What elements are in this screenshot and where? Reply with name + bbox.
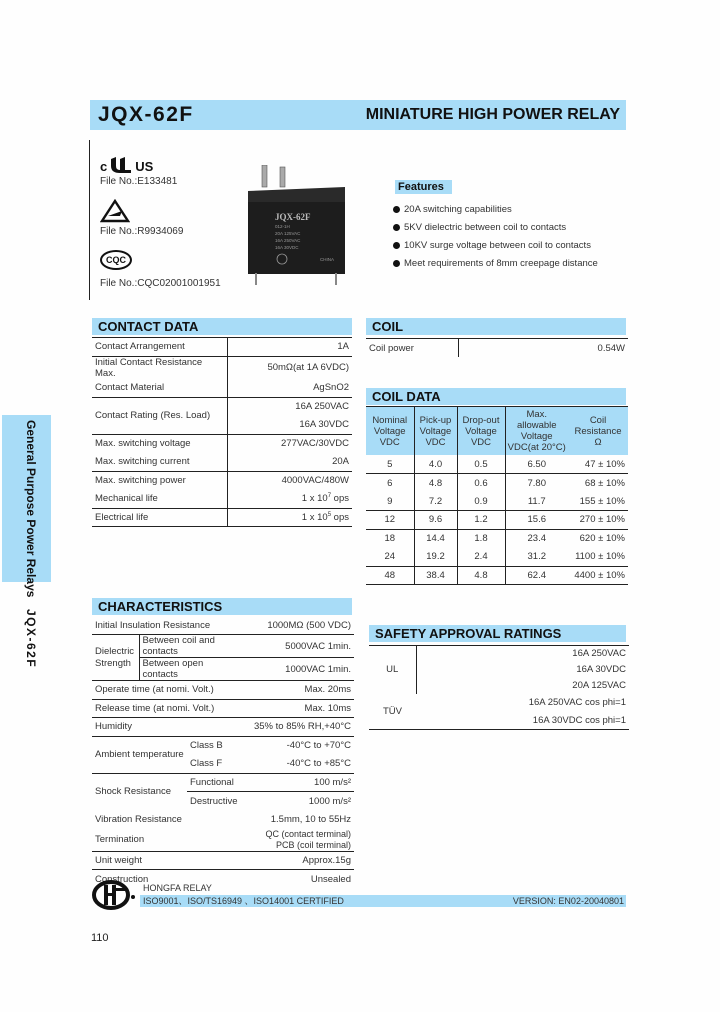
char-label: Unit weight: [95, 854, 142, 866]
contact-label: Max. switching voltage: [95, 438, 191, 449]
coil-data-header: COIL DATA: [366, 388, 626, 405]
ul-label: UL: [386, 664, 399, 676]
contact-value: 16A 250VAC: [227, 397, 352, 416]
feature-item: Meet requirements of 8mm creepage distance: [393, 254, 598, 272]
ul-file-number: File No.:E133481: [100, 176, 178, 187]
coil-power-label: Coil power: [369, 342, 414, 354]
contact-label: Max. switching power: [95, 475, 186, 486]
char-label: Humidity: [95, 721, 132, 733]
char-value: Unsealed: [310, 873, 351, 885]
ul-rating: 16A 30VDC: [416, 662, 629, 678]
features-title: Features: [395, 180, 452, 194]
contact-value: 4000VAC/480W: [227, 471, 352, 490]
cqc-file-number: File No.:CQC02001001951: [100, 278, 221, 289]
svg-text:CHINA: CHINA: [320, 257, 335, 262]
tuv-rating: 16A 250VAC cos phi=1: [528, 697, 626, 708]
char-label: Ambient temperature: [95, 749, 184, 760]
table-row: 48 38.4 4.8 62.4 4400 ± 10%: [366, 566, 628, 585]
feature-item: 10KV surge voltage between coil to contacts: [393, 236, 598, 254]
feature-item: 20A switching capabilities: [393, 200, 598, 218]
char-label: Release time (at nomi. Volt.): [95, 702, 215, 714]
side-tab-model: JQX-62F: [24, 608, 38, 668]
char-label: Initial Insulation Resistance: [95, 619, 211, 631]
col-header-nominal: Nominal Voltage VDC: [366, 407, 414, 456]
contact-value: 50mΩ(at 1A 6VDC): [227, 356, 352, 379]
svg-text:20A 125VAC: 20A 125VAC: [275, 231, 301, 236]
coil-data-table: [366, 406, 628, 585]
title-bar: [90, 100, 626, 130]
cqc-logo-icon: CQC: [100, 250, 132, 270]
contact-value: AgSnO2: [227, 379, 352, 398]
table-row: 18 14.4 1.8 23.4 620 ± 10%: [366, 529, 628, 548]
certified-text: ISO9001、ISO/TS16949 、ISO14001 CERTIFIED: [143, 896, 344, 906]
contact-data-table: [92, 337, 352, 527]
ul-rating: 20A 125VAC: [416, 678, 629, 694]
contact-value: 1A: [227, 338, 352, 357]
char-value: 1000MΩ (500 VDC): [267, 619, 351, 631]
contact-value: 1 x $10^7$ ops: [227, 490, 352, 509]
table-row: 12 9.6 1.2 15.6 270 ± 10%: [366, 511, 628, 530]
footer-bar: [140, 895, 626, 907]
svg-text:JQX-62F: JQX-62F: [275, 212, 311, 222]
product-description: MINIATURE HIGH POWER RELAY: [365, 106, 620, 123]
char-value: 5000VAC 1min.: [285, 640, 351, 652]
contact-value: 20A: [227, 453, 352, 472]
safety-table: [369, 645, 629, 730]
char-sublabel: Between coil and contacts: [139, 635, 242, 658]
char-label: Termination: [95, 834, 145, 845]
char-label: Shock Resistance: [95, 786, 172, 798]
char-value: 100 m/s²: [314, 776, 351, 788]
char-label: Vibration Resistance: [95, 813, 182, 825]
char-value: 35% to 85% RH,+40°C: [253, 721, 351, 733]
contact-label: Mechanical life: [95, 493, 158, 504]
contact-label: Contact Arrangement: [95, 341, 185, 353]
char-value: 1.5mm, 10 to 55Hz: [270, 813, 351, 825]
svg-text:16A 250VAC: 16A 250VAC: [275, 238, 301, 243]
contact-data-header: CONTACT DATA: [92, 318, 352, 335]
contact-label: Contact Material: [95, 382, 165, 393]
characteristics-header: CHARACTERISTICS: [92, 598, 352, 615]
char-label: Operate time (at nomi. Volt.): [95, 684, 214, 696]
page-number: 110: [91, 932, 109, 944]
contact-value: 1 x $10^5$ ops: [227, 508, 352, 527]
char-sublabel: Destructive: [190, 795, 238, 807]
char-value: 1000 m/s²: [308, 795, 351, 807]
svg-text:16A 30VDC: 16A 30VDC: [275, 245, 299, 250]
svg-text:012-1H: 012-1H: [275, 224, 290, 229]
brand-name: HONGFA RELAY: [143, 883, 212, 893]
certifications: [100, 150, 240, 289]
table-row: 24 19.2 2.4 31.2 1100 ± 10%: [366, 548, 628, 567]
relay-product-image: [245, 165, 370, 287]
feature-item: 5KV dielectric between coil to contacts: [393, 218, 598, 236]
table-row: 9 7.2 0.9 11.7 155 ± 10%: [366, 492, 628, 511]
char-value: Approx.15g: [302, 854, 351, 866]
contact-label: Max. switching current: [95, 456, 190, 467]
char-value: 1000VAC 1min.: [285, 663, 351, 675]
contact-label: Initial Contact Resistance Max.: [95, 356, 203, 379]
char-value: QC (contact terminal) PCB (coil terminal): [265, 828, 351, 850]
cert-divider: [89, 140, 90, 300]
char-value: Max. 10ms: [304, 702, 351, 714]
contact-label: Electrical life: [95, 511, 149, 523]
contact-value: 16A 30VDC: [227, 416, 352, 435]
char-sublabel: Class F: [190, 758, 223, 769]
ul-rating: 16A 250VAC: [416, 646, 629, 662]
characteristics-table: [92, 616, 354, 888]
contact-label: Contact Rating (Res. Load): [95, 410, 211, 421]
col-header-pickup: Pick-up Voltage VDC: [414, 407, 457, 456]
contact-value: 277VAC/30VDC: [227, 434, 352, 453]
char-value: -40°C to +85°C: [286, 758, 351, 769]
table-row: 6 4.8 0.6 7.80 68 ± 10%: [366, 474, 628, 493]
version-text: VERSION: EN02-20040801: [512, 896, 624, 906]
char-label: Dielectric Strength: [95, 645, 135, 669]
char-value: Max. 20ms: [304, 684, 351, 696]
side-tab-category: General Purpose Power Relays: [24, 420, 38, 598]
char-sublabel: Between open contacts: [139, 658, 242, 681]
char-sublabel: Functional: [190, 776, 234, 788]
coil-power-value: 0.54W: [458, 339, 628, 358]
tuv-triangle-icon: [100, 199, 240, 223]
side-tab-text: [24, 420, 38, 668]
char-sublabel: Class B: [190, 740, 223, 751]
ul-logo-icon: c US: [100, 159, 154, 174]
char-value: -40°C to +70°C: [286, 740, 351, 751]
safety-header: SAFETY APPROVAL RATINGS: [369, 625, 626, 642]
tuv-label: TÜV: [383, 705, 402, 717]
model-title: JQX-62F: [98, 103, 194, 126]
char-label: Construction: [95, 873, 149, 885]
col-header-max-voltage: Max. allowable Voltage VDC(at 20°C): [505, 407, 568, 456]
col-header-resistance: Coil Resistance Ω: [568, 407, 628, 456]
coil-header: COIL: [366, 318, 626, 335]
hf-logo-icon: [92, 880, 138, 915]
features-list: [393, 200, 598, 272]
table-row: 5 4.0 0.5 6.50 47 ± 10%: [366, 455, 628, 474]
tuv-file-number: File No.:R9934069: [100, 226, 184, 237]
coil-table: [366, 338, 628, 357]
tuv-rating: 16A 30VDC cos phi=1: [532, 714, 626, 726]
col-header-dropout: Drop-out Voltage VDC: [457, 407, 505, 456]
